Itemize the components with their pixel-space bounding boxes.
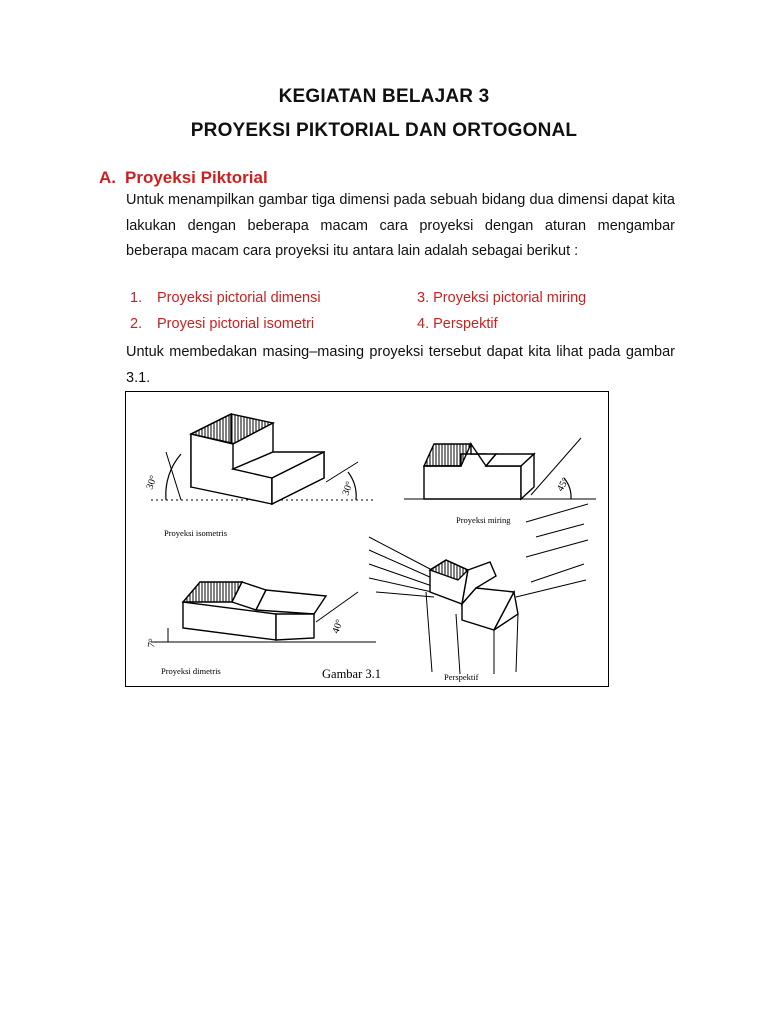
dimetric-label: Proyeksi dimetris bbox=[161, 666, 221, 676]
section-title: Proyeksi Piktorial bbox=[125, 168, 268, 187]
perspective-drawing bbox=[369, 504, 588, 674]
projection-illustration bbox=[126, 392, 610, 688]
figure-caption: Gambar 3.1 bbox=[322, 667, 382, 681]
oblique-angle: 45° bbox=[555, 475, 572, 494]
oblique-drawing bbox=[404, 438, 596, 499]
dimetric-left-angle: 7° bbox=[146, 637, 159, 649]
intro-paragraph: Untuk menampilkan gambar tiga dimensi pada sebuah bidang dua dimensi dapat kita lakukan dengan beberapa macam cara proyeksi dengan aturan mengambar beberapa macam cara proyeksi itu antara lain adalah sebagai berikut : bbox=[126, 192, 675, 260]
section-heading bbox=[99, 168, 268, 188]
chapter-subtitle: PROYEKSI PIKTORIAL DAN ORTOGONAL bbox=[190, 120, 578, 141]
list-row bbox=[130, 316, 690, 338]
list-item: 3. Proyeksi pictorial miring bbox=[417, 290, 587, 306]
reference-paragraph: Untuk membedakan masing–masing proyeksi tersebut dapat kita lihat pada gambar 3.1. bbox=[126, 344, 675, 386]
section-letter: A. bbox=[99, 168, 116, 187]
iso-right-angle: 30° bbox=[340, 480, 356, 498]
oblique-label: Proyeksi miring bbox=[456, 515, 511, 525]
chapter-title: KEGIATAN BELAJAR 3 bbox=[278, 86, 490, 107]
perspective-label: Perspektif bbox=[444, 672, 479, 682]
dimetric-drawing bbox=[151, 582, 376, 642]
list-item: 1. Proyeksi pictorial dimensi bbox=[130, 290, 321, 306]
list-row bbox=[130, 290, 690, 312]
dimetric-right-angle: 40° bbox=[330, 618, 346, 636]
list-item: 4. Perspektif bbox=[417, 316, 498, 332]
list-item: 2. Proyesi pictorial isometri bbox=[130, 316, 315, 332]
isometric-label: Proyeksi isometris bbox=[164, 528, 228, 538]
figure-3-1 bbox=[125, 391, 609, 687]
iso-left-angle: 30° bbox=[144, 474, 160, 492]
